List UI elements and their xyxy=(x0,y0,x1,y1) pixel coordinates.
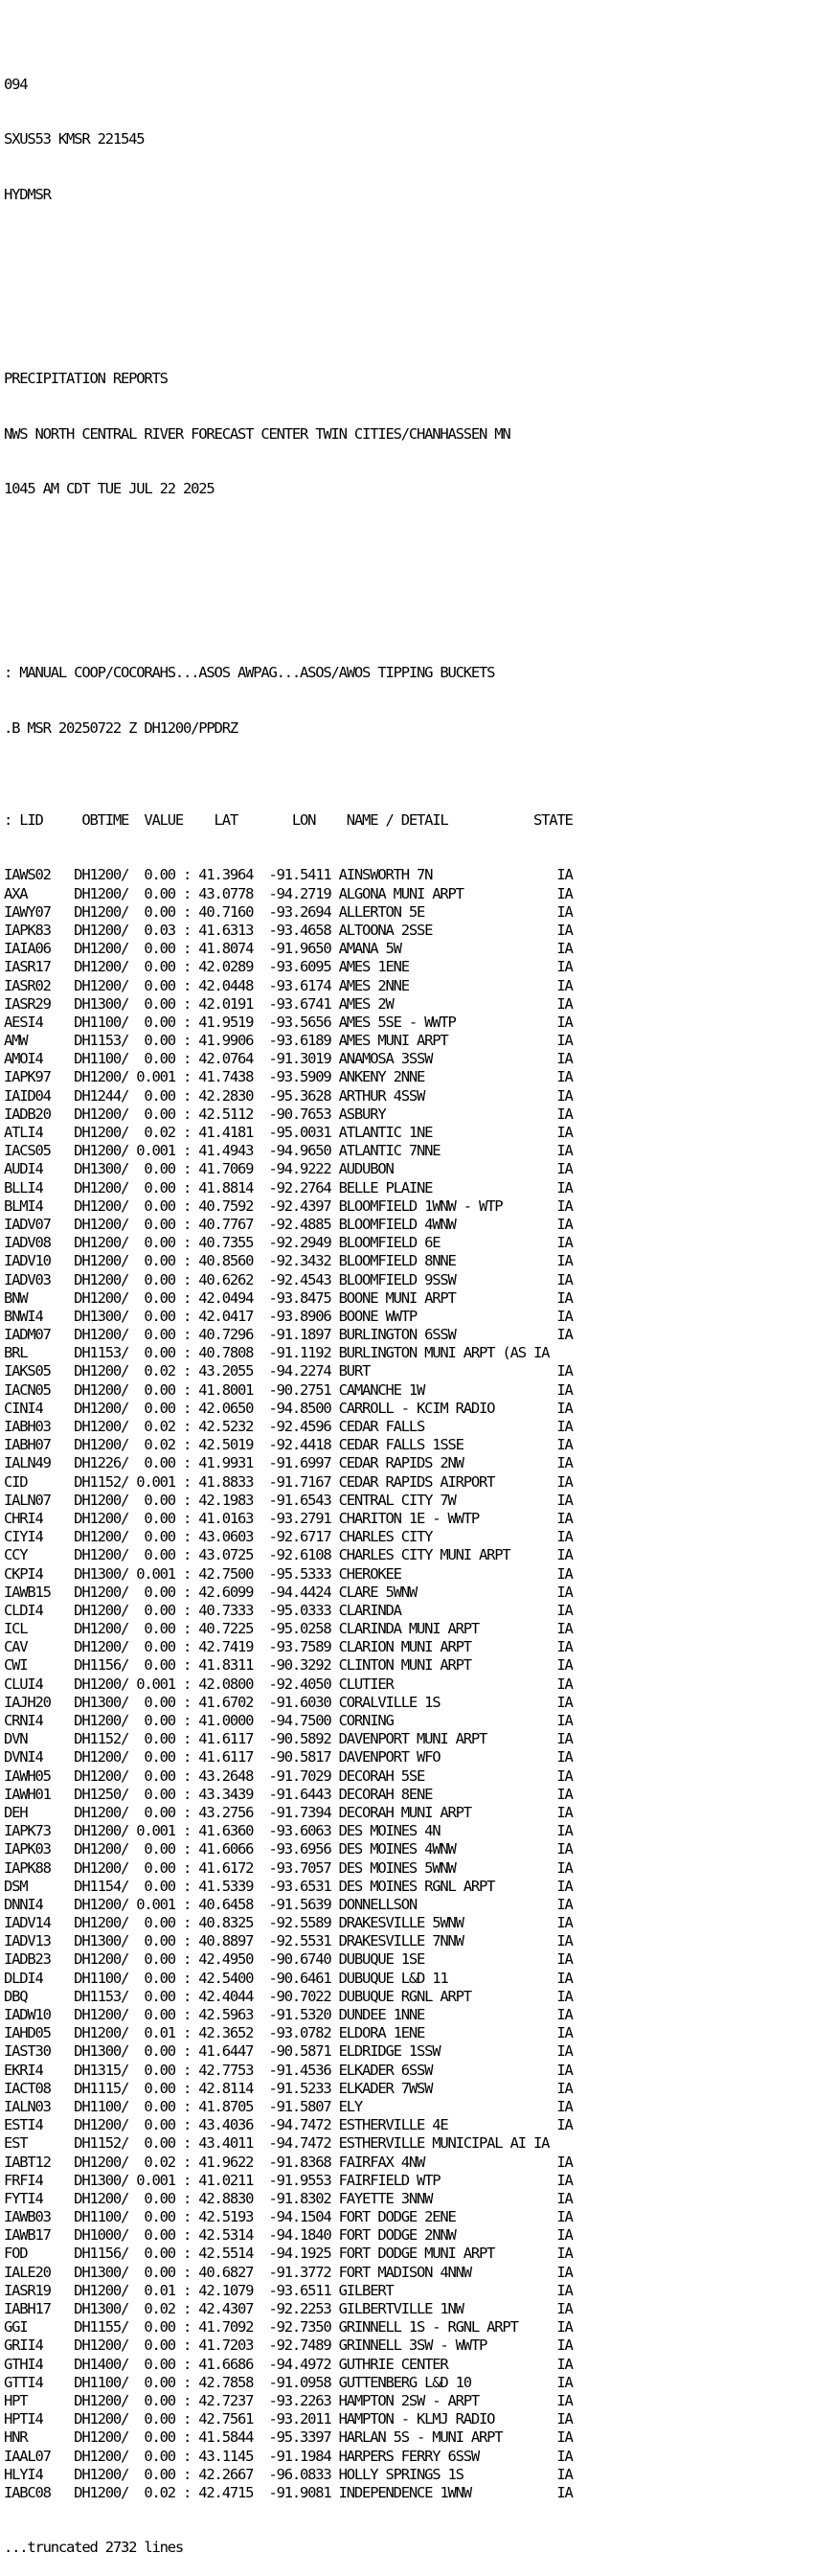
station-row: IABC08 DH1200/ 0.02 : 42.4715 -91.9081 INDEPENDENCE 1WNW IA xyxy=(4,2483,573,2501)
blank-line xyxy=(4,572,573,590)
station-row: IABH17 DH1300/ 0.02 : 42.4307 -92.2253 GILBERTVILLE 1NW IA xyxy=(4,2300,573,2317)
station-row: IADB23 DH1200/ 0.00 : 42.4950 -90.6740 DUBUQUE 1SE IA xyxy=(4,1950,573,1969)
station-row: IAID04 DH1244/ 0.00 : 42.2830 -95.3628 ARTHUR 4SSW IA xyxy=(4,1086,573,1105)
station-row: DVN DH1152/ 0.00 : 41.6117 -90.5892 DAVENPORT MUNI ARPT IA xyxy=(4,1730,573,1748)
station-row: IAPK83 DH1200/ 0.03 : 41.6313 -93.4658 ALTOONA 2SSE IA xyxy=(4,921,573,939)
station-row: IAST30 DH1300/ 0.00 : 41.6447 -90.5871 ELDRIDGE 1SSW IA xyxy=(4,2042,573,2061)
station-row: HNR DH1200/ 0.00 : 41.5844 -95.3397 HARLAN 5S - MUNI ARPT IA xyxy=(4,2428,573,2447)
station-row: IAPK88 DH1200/ 0.00 : 41.6172 -93.7057 DES MOINES 5WNW IA xyxy=(4,1858,573,1877)
station-row: IACT08 DH1115/ 0.00 : 42.8114 -91.5233 ELKADER 7WSW IA xyxy=(4,2079,573,2097)
report-meta xyxy=(4,627,573,775)
station-row: CRNI4 DH1200/ 0.00 : 41.0000 -94.7500 CORNING IA xyxy=(4,1712,573,1729)
title-line: NWS NORTH CENTRAL RIVER FORECAST CENTER TWIN CITIES/CHANHASSEN MN xyxy=(4,424,510,443)
station-row: IAWH01 DH1250/ 0.00 : 43.3439 -91.6443 DECORAH 8ENE IA xyxy=(4,1785,573,1803)
truncation-note: ...truncated 2732 lines xyxy=(4,2539,184,2557)
bulletin-header xyxy=(4,38,573,240)
station-row: CWI DH1156/ 0.00 : 41.8311 -90.3292 CLINTON MUNI ARPT IA xyxy=(4,1656,573,1675)
station-row: IAKS05 DH1200/ 0.02 : 43.2055 -94.2274 BURT IA xyxy=(4,1362,573,1380)
station-row: IADV13 DH1300/ 0.00 : 40.8897 -92.5531 DRAKESVILLE 7NNW IA xyxy=(4,1932,573,1950)
station-row: ESTI4 DH1200/ 0.00 : 43.4036 -94.7472 ESTHERVILLE 4E IA xyxy=(4,2116,573,2134)
station-row: IAPK03 DH1200/ 0.00 : 41.6066 -93.6956 DES MOINES 4WNW IA xyxy=(4,1840,573,1858)
station-row: DBQ DH1153/ 0.00 : 42.4044 -90.7022 DUBUQUE RGNL ARPT IA xyxy=(4,1987,573,2005)
station-row: IAWB15 DH1200/ 0.00 : 42.6099 -94.4424 CLARE 5WNW IA xyxy=(4,1583,573,1601)
station-row: ICL DH1200/ 0.00 : 40.7225 -95.0258 CLARINDA MUNI ARPT IA xyxy=(4,1620,573,1638)
station-row: IAAL07 DH1200/ 0.00 : 43.1145 -91.1984 HARPERS FERRY 6SSW IA xyxy=(4,2447,573,2465)
station-row: IASR17 DH1200/ 0.00 : 42.0289 -93.6095 AMES 1ENE IA xyxy=(4,958,573,976)
station-row: IALN07 DH1200/ 0.00 : 42.1983 -91.6543 CENTRAL CITY 7W IA xyxy=(4,1491,573,1509)
title-line: 1045 AM CDT TUE JUL 22 2025 xyxy=(4,480,215,498)
station-row: CIYI4 DH1200/ 0.00 : 43.0603 -92.6717 CHARLES CITY IA xyxy=(4,1528,573,1546)
station-row: AMW DH1153/ 0.00 : 41.9906 -93.6189 AMES MUNI ARPT IA xyxy=(4,1032,573,1050)
station-row: CCY DH1200/ 0.00 : 43.0725 -92.6108 CHARLES CITY MUNI ARPT IA xyxy=(4,1546,573,1564)
station-row: IALN49 DH1226/ 0.00 : 41.9931 -91.6997 CEDAR RAPIDS 2NW IA xyxy=(4,1454,573,1472)
station-row: DVNI4 DH1200/ 0.00 : 41.6117 -90.5817 DAVENPORT WFO IA xyxy=(4,1748,573,1767)
header-line: HYDMSR xyxy=(4,186,51,203)
meta-line: : MANUAL COOP/COCORAHS...ASOS AWPAG...ASOS/AWOS TIPPING BUCKETS xyxy=(4,664,495,682)
station-row: IABH07 DH1200/ 0.02 : 42.5019 -92.4418 CEDAR FALLS 1SSE IA xyxy=(4,1436,573,1454)
station-row: AUDI4 DH1300/ 0.00 : 41.7069 -94.9222 AUDUBON IA xyxy=(4,1160,573,1178)
station-row: IADW10 DH1200/ 0.00 : 42.5963 -91.5320 DUNDEE 1NNE IA xyxy=(4,2006,573,2023)
station-row: AESI4 DH1100/ 0.00 : 41.9519 -93.5656 AMES 5SE - WWTP IA xyxy=(4,1013,573,1031)
blank-line xyxy=(4,278,573,296)
station-row: IACS05 DH1200/ 0.001 : 41.4943 -94.9650 ATLANTIC 7NNE IA xyxy=(4,1142,573,1160)
station-row: IADM07 DH1200/ 0.00 : 40.7296 -91.1897 BURLINGTON 6SSW IA xyxy=(4,1326,573,1344)
station-row: CID DH1152/ 0.001 : 41.8833 -91.7167 CEDAR RAPIDS AIRPORT IA xyxy=(4,1472,573,1491)
station-row: CLUI4 DH1200/ 0.001 : 42.0800 -92.4050 CLUTIER IA xyxy=(4,1675,573,1693)
station-row: FRFI4 DH1300/ 0.001 : 41.0211 -91.9553 FAIRFIELD WTP IA xyxy=(4,2171,573,2189)
station-row: IADB20 DH1200/ 0.00 : 42.5112 -90.7653 ASBURY IA xyxy=(4,1105,573,1123)
station-row: CINI4 DH1200/ 0.00 : 42.0650 -94.8500 CARROLL - KCIM RADIO IA xyxy=(4,1399,573,1417)
station-row: IAWB17 DH1000/ 0.00 : 42.5314 -94.1840 FORT DODGE 2NNW IA xyxy=(4,2226,573,2245)
station-row: BRL DH1153/ 0.00 : 40.7808 -91.1192 BURLINGTON MUNI ARPT (AS IA xyxy=(4,1344,550,1362)
precipitation-report xyxy=(4,2,573,2576)
station-row: EST DH1152/ 0.00 : 43.4011 -94.7472 ESTHERVILLE MUNICIPAL AI IA xyxy=(4,2134,550,2153)
station-row: IALE20 DH1300/ 0.00 : 40.6827 -91.3772 FORT MADISON 4NNW IA xyxy=(4,2263,573,2281)
station-row: IADV07 DH1200/ 0.00 : 40.7767 -92.4885 BLOOMFIELD 4WNW IA xyxy=(4,1215,573,1233)
station-row: IAIA06 DH1200/ 0.00 : 41.8074 -91.9650 AMANA 5W IA xyxy=(4,940,573,958)
station-row: IADV14 DH1200/ 0.00 : 40.8325 -92.5589 DRAKESVILLE 5WNW IA xyxy=(4,1914,573,1932)
station-row: IASR29 DH1300/ 0.00 : 42.0191 -93.6741 AMES 2W IA xyxy=(4,994,573,1013)
station-row: CHRI4 DH1200/ 0.00 : 41.0163 -93.2791 CHARITON 1E - WWTP IA xyxy=(4,1509,573,1527)
station-row: BNWI4 DH1300/ 0.00 : 42.0417 -93.8906 BOONE WWTP IA xyxy=(4,1307,573,1325)
station-row: GTHI4 DH1400/ 0.00 : 41.6686 -94.4972 GUTHRIE CENTER IA xyxy=(4,2355,573,2373)
station-row: DSM DH1154/ 0.00 : 41.5339 -93.6531 DES MOINES RGNL ARPT IA xyxy=(4,1877,573,1895)
station-row: IAJH20 DH1300/ 0.00 : 41.6702 -91.6030 CORALVILLE 1S IA xyxy=(4,1693,573,1711)
station-row: IAWB03 DH1100/ 0.00 : 42.5193 -94.1504 FORT DODGE 2ENE IA xyxy=(4,2208,573,2226)
station-row: CAV DH1200/ 0.00 : 42.7419 -93.7589 CLARION MUNI ARPT IA xyxy=(4,1638,573,1656)
station-row: FYTI4 DH1200/ 0.00 : 42.8830 -91.8302 FAYETTE 3NNW IA xyxy=(4,2189,573,2207)
station-row: IAWS02 DH1200/ 0.00 : 41.3964 -91.5411 AINSWORTH 7N IA xyxy=(4,866,573,884)
station-row: IACN05 DH1200/ 0.00 : 41.8001 -90.2751 CAMANCHE 1W IA xyxy=(4,1380,573,1399)
meta-line: .B MSR 20250722 Z DH1200/PPDRZ xyxy=(4,718,237,737)
title-line: PRECIPITATION REPORTS xyxy=(4,370,168,387)
station-row: CLDI4 DH1200/ 0.00 : 40.7333 -95.0333 CLARINDA IA xyxy=(4,1601,573,1619)
station-row: IABH03 DH1200/ 0.02 : 42.5232 -92.4596 CEDAR FALLS IA xyxy=(4,1418,573,1435)
station-row: BLMI4 DH1200/ 0.00 : 40.7592 -92.4397 BLOOMFIELD 1WNW - WTP IA xyxy=(4,1197,573,1215)
station-row: IAWY07 DH1200/ 0.00 : 40.7160 -93.2694 ALLERTON 5E IA xyxy=(4,902,573,921)
station-row: CKPI4 DH1300/ 0.001 : 42.7500 -95.5333 CHEROKEE IA xyxy=(4,1564,573,1583)
station-row: IAPK97 DH1200/ 0.001 : 41.7438 -93.5909 ANKENY 2NNE IA xyxy=(4,1068,573,1086)
station-row: HPT DH1200/ 0.00 : 42.7237 -93.2263 HAMPTON 2SW - ARPT IA xyxy=(4,2391,573,2409)
station-row: HLYI4 DH1200/ 0.00 : 42.2667 -96.0833 HOLLY SPRINGS 1S IA xyxy=(4,2465,573,2483)
station-row: FOD DH1156/ 0.00 : 42.5514 -94.1925 FORT DODGE MUNI ARPT IA xyxy=(4,2245,573,2263)
column-header: : LID OBTIME VALUE LAT LON NAME / DETAIL STATE xyxy=(4,810,573,829)
station-row: EKRI4 DH1315/ 0.00 : 42.7753 -91.4536 ELKADER 6SSW IA xyxy=(4,2061,573,2079)
station-row: DLDI4 DH1100/ 0.00 : 42.5400 -90.6461 DUBUQUE L&D 11 IA xyxy=(4,1969,573,1987)
station-row: IASR02 DH1200/ 0.00 : 42.0448 -93.6174 AMES 2NNE IA xyxy=(4,976,573,994)
station-row: IALN03 DH1100/ 0.00 : 41.8705 -91.5807 ELY IA xyxy=(4,2097,573,2115)
station-row: BLLI4 DH1200/ 0.00 : 41.8814 -92.2764 BELLE PLAINE IA xyxy=(4,1178,573,1197)
station-row: DNNI4 DH1200/ 0.001 : 40.6458 -91.5639 DONNELLSON IA xyxy=(4,1895,573,1913)
header-line: 094 xyxy=(4,75,28,93)
station-row: IABT12 DH1200/ 0.02 : 41.9622 -91.8368 FAIRFAX 4NW IA xyxy=(4,2153,573,2171)
station-rows xyxy=(4,866,573,2502)
station-row: HPTI4 DH1200/ 0.00 : 42.7561 -93.2011 HAMPTON - KLMJ RADIO IA xyxy=(4,2410,573,2428)
header-line: SXUS53 KMSR 221545 xyxy=(4,130,145,148)
report-title xyxy=(4,333,573,536)
station-row: IADV10 DH1200/ 0.00 : 40.8560 -92.3432 BLOOMFIELD 8NNE IA xyxy=(4,1252,573,1270)
station-row: IAWH05 DH1200/ 0.00 : 43.2648 -91.7029 DECORAH 5SE IA xyxy=(4,1767,573,1785)
station-row: IASR19 DH1200/ 0.01 : 42.1079 -93.6511 GILBERT IA xyxy=(4,2281,573,2299)
station-row: GGI DH1155/ 0.00 : 41.7092 -92.7350 GRINNELL 1S - RGNL ARPT IA xyxy=(4,2318,573,2337)
station-row: DEH DH1200/ 0.00 : 43.2756 -91.7394 DECORAH MUNI ARPT IA xyxy=(4,1803,573,1821)
station-row: ATLI4 DH1200/ 0.02 : 41.4181 -95.0031 ATLANTIC 1NE IA xyxy=(4,1124,573,1141)
station-row: AMOI4 DH1100/ 0.00 : 42.0764 -91.3019 ANAMOSA 3SSW IA xyxy=(4,1050,573,1068)
station-row: BNW DH1200/ 0.00 : 42.0494 -93.8475 BOONE MUNI ARPT IA xyxy=(4,1288,573,1307)
station-row: IAPK73 DH1200/ 0.001 : 41.6360 -93.6063 DES MOINES 4N IA xyxy=(4,1822,573,1840)
station-row: AXA DH1200/ 0.00 : 43.0778 -94.2719 ALGONA MUNI ARPT IA xyxy=(4,884,573,902)
station-row: IADV03 DH1200/ 0.00 : 40.6262 -92.4543 BLOOMFIELD 9SSW IA xyxy=(4,1270,573,1288)
station-row: IAHD05 DH1200/ 0.01 : 42.3652 -93.0782 ELDORA 1ENE IA xyxy=(4,2024,573,2042)
station-row: GTTI4 DH1100/ 0.00 : 42.7858 -91.0958 GUTTENBERG L&D 10 IA xyxy=(4,2373,573,2391)
station-row: IADV08 DH1200/ 0.00 : 40.7355 -92.2949 BLOOMFIELD 6E IA xyxy=(4,1234,573,1252)
station-row: GRII4 DH1200/ 0.00 : 41.7203 -92.7489 GRINNELL 3SW - WWTP IA xyxy=(4,2337,573,2355)
